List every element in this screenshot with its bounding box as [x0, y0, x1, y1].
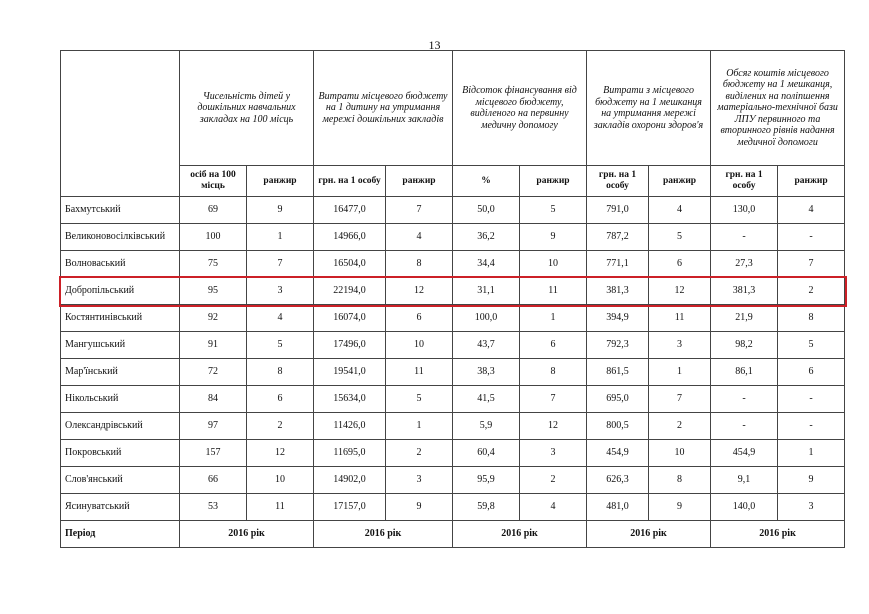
- subheader-cell: ранжир: [778, 166, 845, 197]
- district-name: Ясинуватський: [61, 494, 180, 521]
- table-cell: 91: [180, 332, 247, 359]
- subheader-cell: ранжир: [247, 166, 314, 197]
- period-row: [61, 521, 845, 548]
- table-cell: 3: [247, 278, 314, 305]
- table-cell: 5: [247, 332, 314, 359]
- table-cell: 5: [649, 224, 711, 251]
- table-cell: 17157,0: [314, 494, 386, 521]
- table-cell: 2: [520, 467, 587, 494]
- table-cell: 59,8: [453, 494, 520, 521]
- table-row: [61, 359, 845, 386]
- subheader-cell: ранжир: [649, 166, 711, 197]
- table-cell: 11: [247, 494, 314, 521]
- district-name: Костянтинівський: [61, 305, 180, 332]
- table-cell: 8: [520, 359, 587, 386]
- corner-cell: [61, 51, 180, 197]
- table-cell: 7: [778, 251, 845, 278]
- header-row: [61, 51, 845, 166]
- table-cell: 791,0: [587, 197, 649, 224]
- district-name: Мангушський: [61, 332, 180, 359]
- table-cell: 69: [180, 197, 247, 224]
- table-cell: 36,2: [453, 224, 520, 251]
- table-cell: 14966,0: [314, 224, 386, 251]
- table-cell: 3: [778, 494, 845, 521]
- district-name: Волноваський: [61, 251, 180, 278]
- table-cell: 8: [649, 467, 711, 494]
- table-cell: 454,9: [711, 440, 778, 467]
- district-name: Добропільський: [61, 278, 180, 305]
- table-cell: 16074,0: [314, 305, 386, 332]
- district-name: Слов'янський: [61, 467, 180, 494]
- table-cell: 86,1: [711, 359, 778, 386]
- table-cell: 12: [247, 440, 314, 467]
- header-material-base-funds: Обсяг коштів місцевого бюджету на 1 мешканця, виділених на поліпшення матеріально-технічної бази ЛПУ первинного та вторинного рівнів надання медичної допомоги: [711, 51, 845, 166]
- subheader-cell: ранжир: [520, 166, 587, 197]
- table-cell: -: [711, 386, 778, 413]
- table-cell: 16504,0: [314, 251, 386, 278]
- table-cell: 10: [520, 251, 587, 278]
- table-cell: 1: [520, 305, 587, 332]
- table-cell: 66: [180, 467, 247, 494]
- table-cell: 1: [247, 224, 314, 251]
- table-cell: 787,2: [587, 224, 649, 251]
- table-cell: 12: [520, 413, 587, 440]
- table-cell: 1: [649, 359, 711, 386]
- header-healthcare-spending: Витрати з місцевого бюджету на 1 мешканця на утримання мережі закладів охорони здоров'я: [587, 51, 711, 166]
- subheader-cell: грн. на 1 особу: [711, 166, 778, 197]
- table-row: [61, 386, 845, 413]
- table-cell: 38,3: [453, 359, 520, 386]
- table-cell: 7: [247, 251, 314, 278]
- table-cell: 771,1: [587, 251, 649, 278]
- table-cell: 394,9: [587, 305, 649, 332]
- district-name: Мар'їнський: [61, 359, 180, 386]
- table-cell: 43,7: [453, 332, 520, 359]
- table-row: [61, 224, 845, 251]
- table-cell: 100,0: [453, 305, 520, 332]
- header-children-per-100: Чисельність дітей у дошкільних навчальних закладах на 100 місць: [180, 51, 314, 166]
- table-cell: 72: [180, 359, 247, 386]
- table-cell: 92: [180, 305, 247, 332]
- table-cell: 4: [649, 197, 711, 224]
- table-cell: -: [778, 224, 845, 251]
- table-cell: 6: [649, 251, 711, 278]
- table-cell: 5: [386, 386, 453, 413]
- table-cell: 34,4: [453, 251, 520, 278]
- table-cell: 8: [386, 251, 453, 278]
- table-cell: 10: [386, 332, 453, 359]
- table-cell: 31,1: [453, 278, 520, 305]
- table-cell: 9: [520, 224, 587, 251]
- table-row: [61, 413, 845, 440]
- table-row: [61, 305, 845, 332]
- table-cell: 6: [247, 386, 314, 413]
- table-cell: 11: [386, 359, 453, 386]
- table-cell: 4: [520, 494, 587, 521]
- table-cell: -: [778, 413, 845, 440]
- table-cell: 15634,0: [314, 386, 386, 413]
- table-cell: 4: [247, 305, 314, 332]
- table-cell: 9: [247, 197, 314, 224]
- table-row: [61, 332, 845, 359]
- table-cell: 11695,0: [314, 440, 386, 467]
- table-cell: 9: [649, 494, 711, 521]
- table-cell: 6: [520, 332, 587, 359]
- table-cell: 9: [386, 494, 453, 521]
- table-cell: 381,3: [587, 278, 649, 305]
- table-cell: -: [711, 413, 778, 440]
- period-value: 2016 рік: [587, 521, 711, 548]
- table-cell: 3: [386, 467, 453, 494]
- table-cell: 50,0: [453, 197, 520, 224]
- subheader-cell: ранжир: [386, 166, 453, 197]
- table-row: [61, 197, 845, 224]
- district-name: Великоновосілківський: [61, 224, 180, 251]
- table-cell: 17496,0: [314, 332, 386, 359]
- table-cell: 9: [778, 467, 845, 494]
- table-cell: -: [711, 224, 778, 251]
- table-cell: 10: [649, 440, 711, 467]
- table-row: [61, 440, 845, 467]
- table-cell: 98,2: [711, 332, 778, 359]
- subheader-cell: осіб на 100 місць: [180, 166, 247, 197]
- table-cell: 12: [386, 278, 453, 305]
- district-name: Бахмутський: [61, 197, 180, 224]
- table-cell: 7: [386, 197, 453, 224]
- table-cell: 4: [778, 197, 845, 224]
- ranking-table: [60, 50, 845, 548]
- district-name: Олександрівський: [61, 413, 180, 440]
- table-row: [61, 467, 845, 494]
- table-cell: 157: [180, 440, 247, 467]
- table-cell: 11: [649, 305, 711, 332]
- table-cell: -: [778, 386, 845, 413]
- table-cell: 8: [778, 305, 845, 332]
- table-cell: 695,0: [587, 386, 649, 413]
- table-cell: 2: [386, 440, 453, 467]
- table-cell: 5: [520, 197, 587, 224]
- table-cell: 1: [778, 440, 845, 467]
- district-name: Нікольський: [61, 386, 180, 413]
- table-cell: 626,3: [587, 467, 649, 494]
- table-cell: 130,0: [711, 197, 778, 224]
- table-cell: 5,9: [453, 413, 520, 440]
- period-value: 2016 рік: [711, 521, 845, 548]
- table-cell: 12: [649, 278, 711, 305]
- table-cell: 6: [386, 305, 453, 332]
- table-cell: 800,5: [587, 413, 649, 440]
- table-cell: 3: [520, 440, 587, 467]
- table-cell: 2: [649, 413, 711, 440]
- table-cell: 60,4: [453, 440, 520, 467]
- table-cell: 19541,0: [314, 359, 386, 386]
- table-cell: 2: [247, 413, 314, 440]
- table-cell: 97: [180, 413, 247, 440]
- table-cell: 3: [649, 332, 711, 359]
- table-row: [61, 494, 845, 521]
- table-cell: 95,9: [453, 467, 520, 494]
- table-cell: 6: [778, 359, 845, 386]
- table-cell: 22194,0: [314, 278, 386, 305]
- table-cell: 11426,0: [314, 413, 386, 440]
- table-cell: 53: [180, 494, 247, 521]
- table-cell: 9,1: [711, 467, 778, 494]
- table-cell: 14902,0: [314, 467, 386, 494]
- table-cell: 5: [778, 332, 845, 359]
- table-cell: 454,9: [587, 440, 649, 467]
- table-cell: 7: [649, 386, 711, 413]
- table-cell: 16477,0: [314, 197, 386, 224]
- period-label: Період: [61, 521, 180, 548]
- table-cell: 8: [247, 359, 314, 386]
- table-cell: 861,5: [587, 359, 649, 386]
- table-cell: 21,9: [711, 305, 778, 332]
- period-value: 2016 рік: [453, 521, 587, 548]
- table-cell: 792,3: [587, 332, 649, 359]
- table-cell: 381,3: [711, 278, 778, 305]
- subheader-cell: грн. на 1 особу: [587, 166, 649, 197]
- page-number: 13: [428, 38, 441, 52]
- table-cell: 2: [778, 278, 845, 305]
- table-cell: 84: [180, 386, 247, 413]
- period-value: 2016 рік: [314, 521, 453, 548]
- period-value: 2016 рік: [180, 521, 314, 548]
- table-row: [61, 278, 845, 305]
- district-name: Покровський: [61, 440, 180, 467]
- table-cell: 75: [180, 251, 247, 278]
- table-cell: 4: [386, 224, 453, 251]
- table-cell: 95: [180, 278, 247, 305]
- header-preschool-spending: Витрати місцевого бюджету на 1 дитину на утримання мережі дошкільних закладів: [314, 51, 453, 166]
- table-row: [61, 251, 845, 278]
- table-cell: 11: [520, 278, 587, 305]
- table-cell: 140,0: [711, 494, 778, 521]
- table-cell: 41,5: [453, 386, 520, 413]
- table-cell: 27,3: [711, 251, 778, 278]
- table-cell: 7: [520, 386, 587, 413]
- table-cell: 10: [247, 467, 314, 494]
- table-cell: 1: [386, 413, 453, 440]
- subheader-cell: %: [453, 166, 520, 197]
- table-cell: 100: [180, 224, 247, 251]
- subheader-cell: грн. на 1 особу: [314, 166, 386, 197]
- header-primary-care-percent: Відсоток фінансування від місцевого бюджету, виділеного на первинну медичну допомогу: [453, 51, 587, 166]
- table-cell: 481,0: [587, 494, 649, 521]
